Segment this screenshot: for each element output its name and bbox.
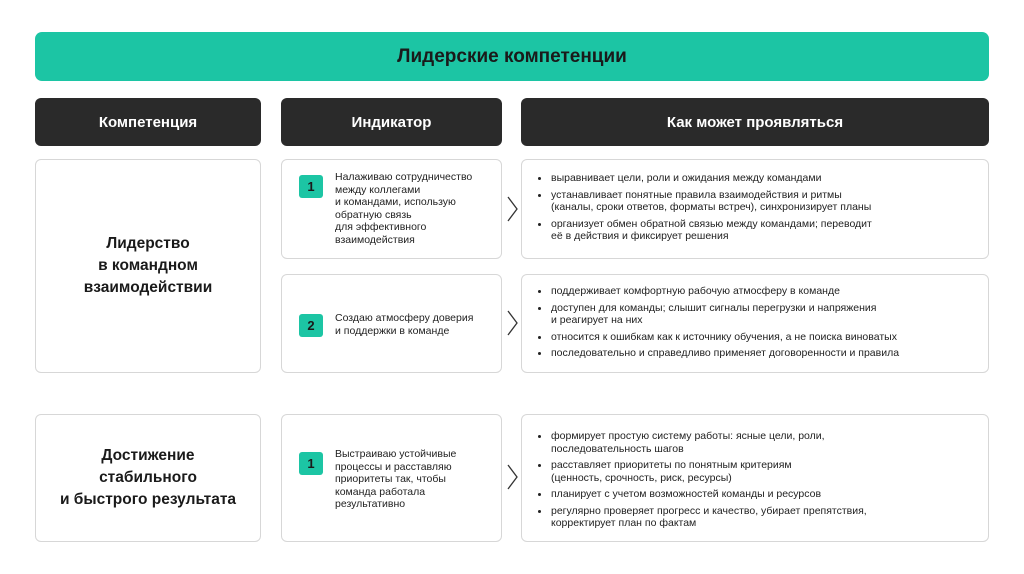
manifestation-item: формирует простую систему работы: ясные цели, роли, последовательность шагов bbox=[537, 430, 978, 455]
manifestation-card bbox=[521, 159, 989, 259]
page-title-text: Лидерские компетенции bbox=[397, 45, 627, 67]
header-competence-label: Компетенция bbox=[98, 113, 198, 131]
page-title bbox=[35, 32, 989, 81]
manifestation-list bbox=[537, 430, 978, 534]
chevron-right-icon bbox=[505, 310, 519, 336]
chevron-right-icon bbox=[505, 464, 519, 490]
manifestation-item: организует обмен обратной связью между командами; переводит её в действия и фиксирует решения bbox=[537, 218, 978, 243]
indicator-text: Налаживаю сотрудничество между коллегами и командами, использую обратную связь для эффективного взаимодействия bbox=[335, 171, 473, 246]
manifestation-card bbox=[521, 414, 989, 542]
manifestation-item: последовательно и справедливо применяет договоренности и правила bbox=[537, 347, 978, 360]
header-manifestation-label: Как может проявляться bbox=[666, 113, 844, 131]
competency-name: Достижение стабильного и быстрого результата bbox=[59, 447, 237, 508]
indicator-number: 1 bbox=[307, 456, 315, 471]
indicator-number: 2 bbox=[307, 318, 315, 333]
indicator-number: 1 bbox=[307, 179, 315, 194]
indicator-card bbox=[281, 159, 502, 259]
chevron-right-icon bbox=[505, 196, 519, 222]
manifestation-item: выравнивает цели, роли и ожидания между командами bbox=[537, 172, 978, 185]
manifestation-item: доступен для команды; слышит сигналы перегрузки и напряжения и реагирует на них bbox=[537, 302, 978, 327]
manifestation-item: поддерживает комфортную рабочую атмосферу в команде bbox=[537, 285, 978, 298]
competency-card bbox=[35, 159, 261, 373]
indicator-number-badge bbox=[299, 452, 323, 475]
competency-card bbox=[35, 414, 261, 542]
manifestation-item: устанавливает понятные правила взаимодействия и ритмы (каналы, сроки ответов, форматы встреч), синхронизирует планы bbox=[537, 189, 978, 214]
indicator-text: Выстраиваю устойчивые процессы и расставляю приоритеты так, чтобы команда работала результативно bbox=[335, 448, 457, 510]
indicator-number-badge bbox=[299, 314, 323, 337]
header-indicator bbox=[281, 98, 502, 146]
manifestation-item: относится к ошибкам как к источнику обучения, а не поиска виноватых bbox=[537, 331, 978, 344]
manifestation-item: регулярно проверяет прогресс и качество, убирает препятствия, корректирует план по фактам bbox=[537, 505, 978, 530]
indicator-card bbox=[281, 274, 502, 373]
competency-name: Лидерство в командном взаимодействии bbox=[83, 235, 213, 296]
header-manifestation bbox=[521, 98, 989, 146]
header-indicator-label: Индикатор bbox=[351, 113, 432, 131]
indicator-text: Создаю атмосферу доверия и поддержки в команде bbox=[335, 312, 474, 337]
manifestation-list bbox=[537, 172, 978, 247]
indicator-number-badge bbox=[299, 175, 323, 198]
manifestation-card bbox=[521, 274, 989, 373]
manifestation-item: планирует с учетом возможностей команды и ресурсов bbox=[537, 488, 978, 501]
indicator-card bbox=[281, 414, 502, 542]
manifestation-list bbox=[537, 285, 978, 364]
header-competence bbox=[35, 98, 261, 146]
manifestation-item: расставляет приоритеты по понятным критериям (ценность, срочность, риск, ресурсы) bbox=[537, 459, 978, 484]
